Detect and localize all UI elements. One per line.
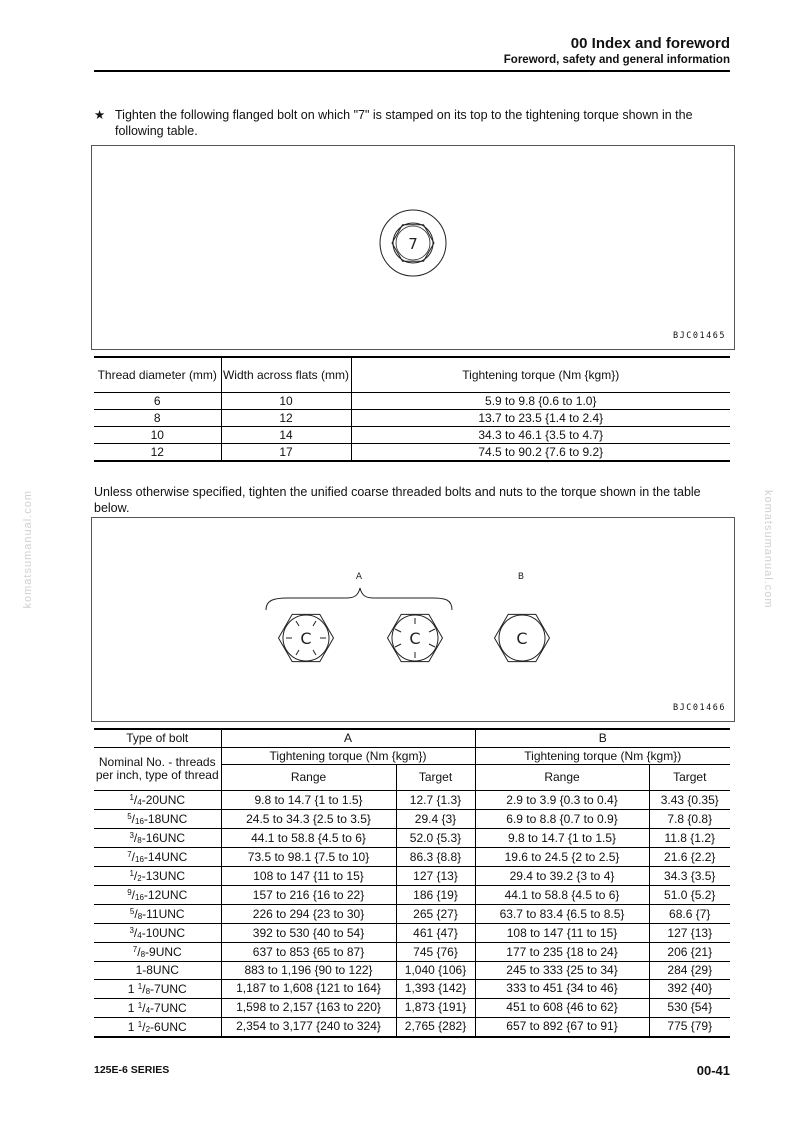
range-a-cell: 73.5 to 98.1 {7.5 to 10}	[221, 848, 396, 867]
unified-bolt-figure	[91, 517, 735, 722]
range-a-cell: 44.1 to 58.8 {4.5 to 6}	[221, 829, 396, 848]
range-b-cell: 451 to 608 {46 to 62}	[475, 998, 649, 1017]
target-a-cell: 265 {27}	[396, 905, 475, 924]
table-row	[94, 810, 730, 829]
torque-cell: 13.7 to 23.5 {1.4 to 2.4}	[351, 410, 730, 427]
table-row	[94, 979, 730, 998]
unc-torque-table	[94, 728, 730, 1038]
thread-diameter-cell: 10	[94, 427, 221, 444]
table-row	[94, 943, 730, 962]
range-a-header: Range	[221, 765, 396, 791]
flanged-bolt-drawing	[92, 146, 734, 349]
figure-code: BJC01466	[673, 703, 726, 713]
bolt-stamp-seven: 7	[408, 235, 418, 253]
target-a-header: Target	[396, 765, 475, 791]
width-across-flats-cell: 17	[221, 444, 351, 462]
nominal-cell: $^1$/2-13UNC	[94, 867, 221, 886]
table-header-row	[94, 729, 730, 748]
unc-torque-table-body	[94, 791, 730, 1037]
flanged-bolt-figure	[91, 145, 735, 350]
svg-text:C: C	[300, 629, 312, 648]
range-a-cell: 226 to 294 {23 to 30}	[221, 905, 396, 924]
nominal-cell: 1 $^1$/4-7UNC	[94, 998, 221, 1017]
range-b-cell: 19.6 to 24.5 {2 to 2.5}	[475, 848, 649, 867]
target-a-cell: 1,040 {106}	[396, 962, 475, 980]
star-icon: ★	[94, 108, 106, 122]
bolt-a2	[388, 614, 443, 661]
torque-b-header: Tightening torque (Nm {kgm})	[475, 748, 730, 765]
torque-cell: 34.3 to 46.1 {3.5 to 4.7}	[351, 427, 730, 444]
thread-diameter-header: Thread diameter (mm)	[94, 357, 221, 393]
target-b-cell: 530 {54}	[649, 998, 730, 1017]
range-b-cell: 2.9 to 3.9 {0.3 to 0.4}	[475, 791, 649, 810]
range-a-cell: 108 to 147 {11 to 15}	[221, 867, 396, 886]
target-b-cell: 21.6 {2.2}	[649, 848, 730, 867]
range-a-cell: 1,598 to 2,157 {163 to 220}	[221, 998, 396, 1017]
target-a-cell: 1,393 {142}	[396, 979, 475, 998]
thread-diameter-cell: 8	[94, 410, 221, 427]
target-a-cell: 186 {19}	[396, 886, 475, 905]
target-b-cell: 3.43 {0.35}	[649, 791, 730, 810]
nominal-header: Nominal No. - threads per inch, type of thread	[94, 748, 221, 791]
table-row	[94, 886, 730, 905]
target-b-cell: 127 {13}	[649, 924, 730, 943]
thread-diameter-cell: 12	[94, 444, 221, 462]
range-a-cell: 2,354 to 3,177 {240 to 324}	[221, 1017, 396, 1037]
nominal-cell: $^5$/16-18UNC	[94, 810, 221, 829]
torque-a-header: Tightening torque (Nm {kgm})	[221, 748, 475, 765]
range-b-cell: 44.1 to 58.8 {4.5 to 6}	[475, 886, 649, 905]
target-a-cell: 1,873 {191}	[396, 998, 475, 1017]
unified-bolt-note: Unless otherwise specified, tighten the unified coarse threaded bolts and nuts to the torque shown in the table below.	[94, 485, 701, 515]
range-a-cell: 157 to 216 {16 to 22}	[221, 886, 396, 905]
target-b-cell: 284 {29}	[649, 962, 730, 980]
target-a-cell: 461 {47}	[396, 924, 475, 943]
tightening-torque-header: Tightening torque (Nm {kgm})	[351, 357, 730, 393]
range-a-cell: 883 to 1,196 {90 to 122}	[221, 962, 396, 980]
watermark-right: komatsumanual.com	[762, 490, 774, 609]
table-row	[94, 867, 730, 886]
range-b-cell: 108 to 147 {11 to 15}	[475, 924, 649, 943]
header-rule	[94, 70, 730, 72]
table-row	[94, 427, 730, 444]
target-b-cell: 7.8 {0.8}	[649, 810, 730, 829]
nominal-cell: 1-8UNC	[94, 962, 221, 980]
target-a-cell: 52.0 {5.3}	[396, 829, 475, 848]
figure-code: BJC01465	[673, 331, 726, 341]
range-a-cell: 637 to 853 {65 to 87}	[221, 943, 396, 962]
svg-text:C: C	[409, 629, 421, 648]
width-across-flats-cell: 10	[221, 393, 351, 410]
flanged-bolt-note	[94, 107, 730, 139]
table-row	[94, 410, 730, 427]
nominal-cell: 1 $^1$/8-7UNC	[94, 979, 221, 998]
width-across-flats-header: Width across flats (mm)	[221, 357, 351, 393]
section-subtitle: Foreword, safety and general information	[503, 54, 730, 66]
table-row	[94, 393, 730, 410]
bolt-a1	[279, 614, 334, 661]
range-b-cell: 333 to 451 {34 to 46}	[475, 979, 649, 998]
range-b-cell: 63.7 to 83.4 {6.5 to 8.5}	[475, 905, 649, 924]
target-b-cell: 68.6 {7}	[649, 905, 730, 924]
watermark-left: komatsumanual.com	[22, 490, 34, 609]
unified-bolt-drawing	[92, 518, 734, 721]
nominal-cell: $^7$/8-9UNC	[94, 943, 221, 962]
table-header-row	[94, 357, 730, 393]
table-header-row	[94, 748, 730, 765]
series-label: 125E-6 SERIES	[94, 1064, 170, 1076]
section-title: 00 Index and foreword	[570, 35, 730, 52]
target-b-cell: 11.8 {1.2}	[649, 829, 730, 848]
table-row	[94, 998, 730, 1017]
target-a-cell: 12.7 {1.3}	[396, 791, 475, 810]
range-b-cell: 6.9 to 8.8 {0.7 to 0.9}	[475, 810, 649, 829]
range-a-cell: 392 to 530 {40 to 54}	[221, 924, 396, 943]
width-across-flats-cell: 14	[221, 427, 351, 444]
nominal-cell: $^3$/4-10UNC	[94, 924, 221, 943]
table-row	[94, 829, 730, 848]
page-number: 00-41	[696, 1063, 730, 1078]
group-b-label: B	[517, 572, 525, 582]
svg-text:C: C	[516, 629, 528, 648]
type-of-bolt-header: Type of bolt	[94, 729, 221, 748]
target-b-cell: 775 {79}	[649, 1017, 730, 1037]
nominal-cell: $^3$/8-16UNC	[94, 829, 221, 848]
target-b-cell: 34.3 {3.5}	[649, 867, 730, 886]
nominal-cell: $^7$/16-14UNC	[94, 848, 221, 867]
bolt-a-header: A	[221, 729, 475, 748]
nominal-cell: $^9$/16-12UNC	[94, 886, 221, 905]
target-b-cell: 51.0 {5.2}	[649, 886, 730, 905]
table-row	[94, 848, 730, 867]
nominal-cell: $^5$/8-11UNC	[94, 905, 221, 924]
table-row	[94, 962, 730, 980]
nominal-cell: $^1$/4-20UNC	[94, 791, 221, 810]
range-a-cell: 24.5 to 34.3 {2.5 to 3.5}	[221, 810, 396, 829]
group-a-brace	[266, 588, 452, 610]
torque-cell: 74.5 to 90.2 {7.6 to 9.2}	[351, 444, 730, 462]
range-a-cell: 1,187 to 1,608 {121 to 164}	[221, 979, 396, 998]
bolt-b-header: B	[475, 729, 730, 748]
target-a-cell: 86.3 {8.8}	[396, 848, 475, 867]
target-b-cell: 206 {21}	[649, 943, 730, 962]
table-row	[94, 924, 730, 943]
nominal-cell: 1 $^1$/2-6UNC	[94, 1017, 221, 1037]
width-across-flats-cell: 12	[221, 410, 351, 427]
range-b-cell: 245 to 333 {25 to 34}	[475, 962, 649, 980]
range-a-cell: 9.8 to 14.7 {1 to 1.5}	[221, 791, 396, 810]
bolt-b	[495, 614, 550, 661]
table-row	[94, 444, 730, 462]
range-b-cell: 177 to 235 {18 to 24}	[475, 943, 649, 962]
thread-diameter-cell: 6	[94, 393, 221, 410]
target-a-cell: 745 {76}	[396, 943, 475, 962]
range-b-header: Range	[475, 765, 649, 791]
group-a-label: A	[355, 572, 363, 582]
range-b-cell: 657 to 892 {67 to 91}	[475, 1017, 649, 1037]
table-row	[94, 1017, 730, 1037]
range-b-cell: 9.8 to 14.7 {1 to 1.5}	[475, 829, 649, 848]
range-b-cell: 29.4 to 39.2 {3 to 4}	[475, 867, 649, 886]
target-a-cell: 29.4 {3}	[396, 810, 475, 829]
target-b-cell: 392 {40}	[649, 979, 730, 998]
target-b-header: Target	[649, 765, 730, 791]
torque-cell: 5.9 to 9.8 {0.6 to 1.0}	[351, 393, 730, 410]
table-row	[94, 791, 730, 810]
flanged-bolt-note-text: Tighten the following flanged bolt on which "7" is stamped on its top to the tightening torque shown in the following table.	[115, 108, 693, 138]
table-row	[94, 905, 730, 924]
target-a-cell: 127 {13}	[396, 867, 475, 886]
target-a-cell: 2,765 {282}	[396, 1017, 475, 1037]
flanged-bolt-torque-table	[94, 356, 730, 462]
